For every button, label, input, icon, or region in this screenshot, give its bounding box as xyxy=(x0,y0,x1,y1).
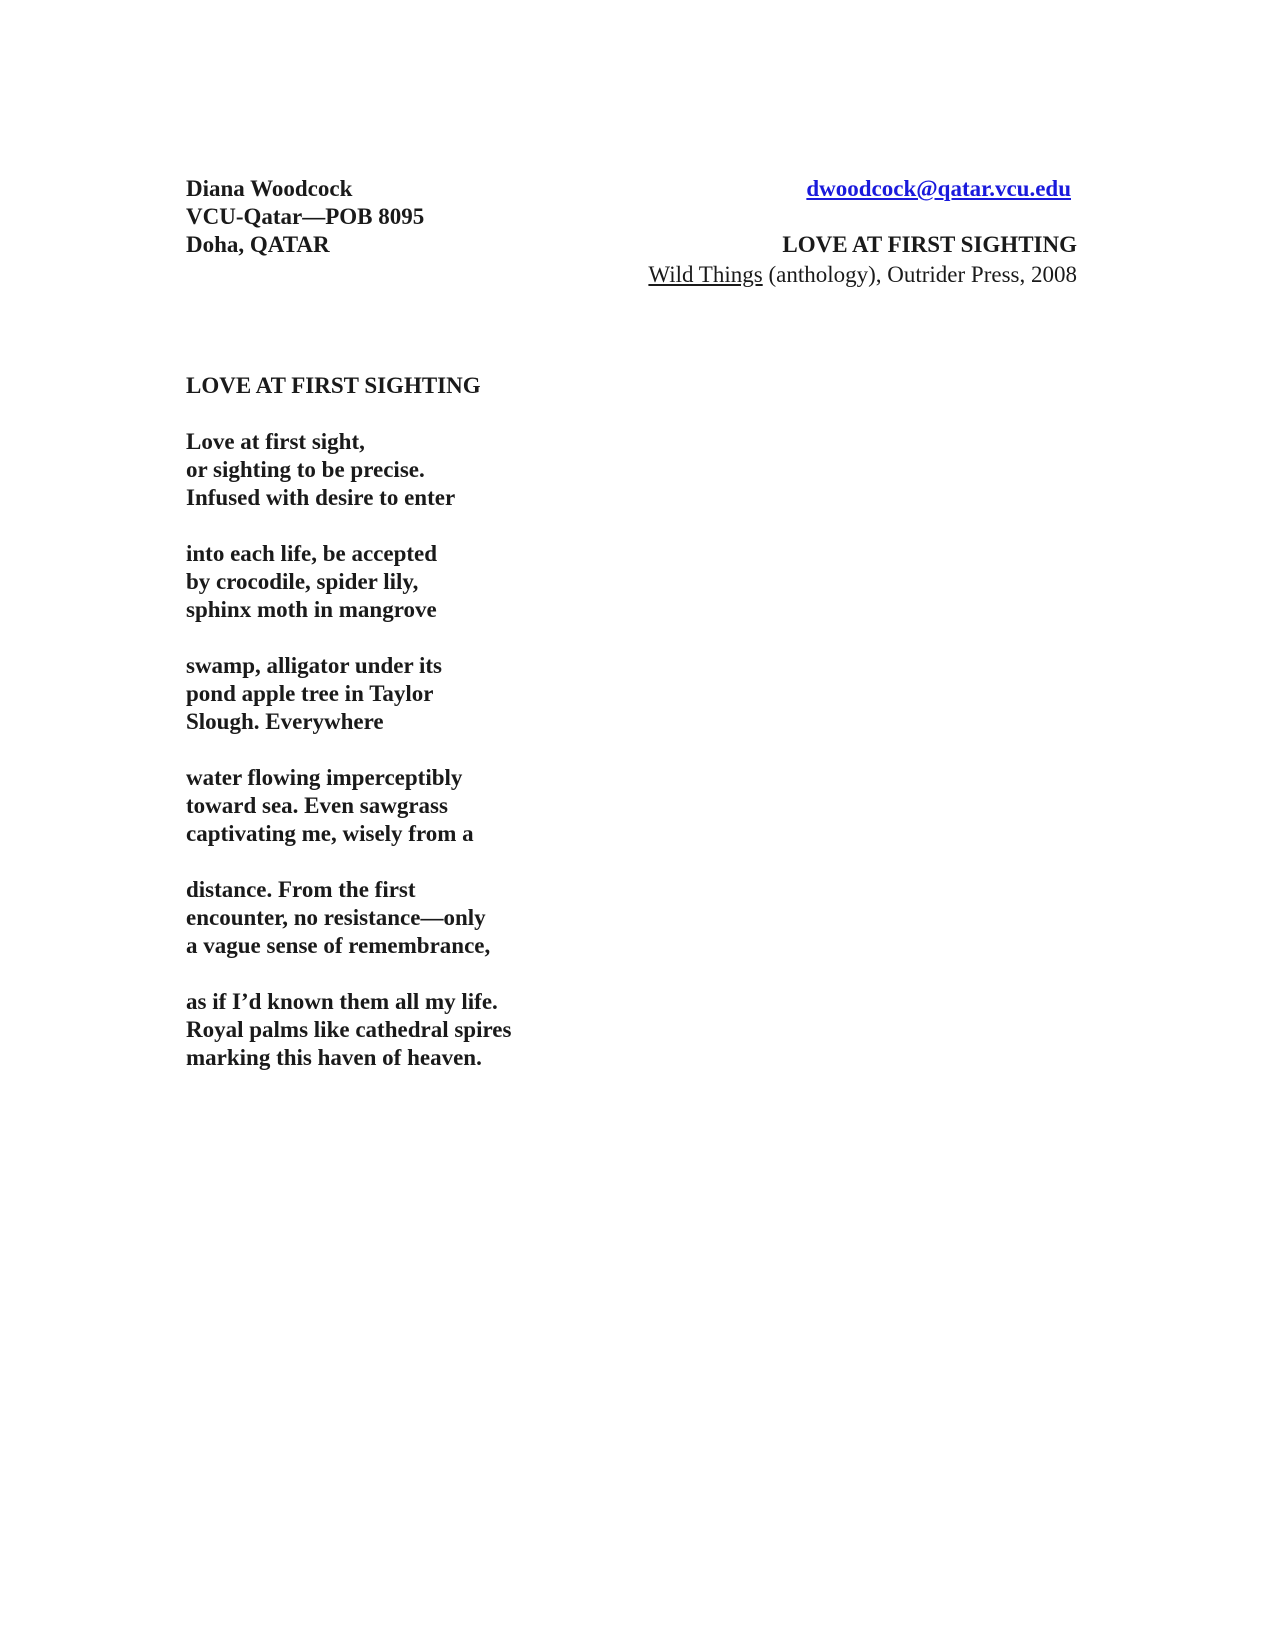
poem-body xyxy=(186,428,511,1100)
header-poem-title: LOVE AT FIRST SIGHTING xyxy=(782,232,1077,257)
poem-line: water flowing imperceptibly xyxy=(186,765,463,790)
poem-line: or sighting to be precise. xyxy=(186,457,425,482)
poem-line: into each life, be accepted xyxy=(186,541,438,566)
publication-details: (anthology), Outrider Press, 2008 xyxy=(762,262,1077,287)
publication-info xyxy=(648,261,1077,289)
author-address-line1: VCU-Qatar—POB 8095 xyxy=(186,204,425,229)
poem-line: swamp, alligator under its xyxy=(186,653,443,678)
poem-line: pond apple tree in Taylor xyxy=(186,681,434,706)
poem-line: Royal palms like cathedral spires xyxy=(186,1017,512,1042)
stanza xyxy=(186,876,511,960)
publication-book-title: Wild Things xyxy=(648,262,763,287)
poem-line: a vague sense of remembrance, xyxy=(186,933,491,958)
author-address-line2: Doha, QATAR xyxy=(186,232,330,257)
poem-line: Infused with desire to enter xyxy=(186,485,456,510)
stanza xyxy=(186,540,511,624)
author-name: Diana Woodcock xyxy=(186,176,353,201)
poem-line: distance. From the first xyxy=(186,877,416,902)
stanza xyxy=(186,764,511,848)
poem-line: marking this haven of heaven. xyxy=(186,1045,482,1070)
poem-line: Slough. Everywhere xyxy=(186,709,384,734)
stanza xyxy=(186,428,511,512)
stanza xyxy=(186,652,511,736)
email-link[interactable]: dwoodcock@qatar.vcu.edu xyxy=(806,176,1071,201)
poem-line: Love at first sight, xyxy=(186,429,365,454)
author-block xyxy=(186,175,424,259)
poem-line: captivating me, wisely from a xyxy=(186,821,474,846)
poem-line: sphinx moth in mangrove xyxy=(186,597,437,622)
poem-title: LOVE AT FIRST SIGHTING xyxy=(186,373,481,398)
poem-line: encounter, no resistance—only xyxy=(186,905,486,930)
poem-line: by crocodile, spider lily, xyxy=(186,569,419,594)
stanza xyxy=(186,988,511,1072)
poem-line: as if I’d known them all my life. xyxy=(186,989,498,1014)
poem-line: toward sea. Even sawgrass xyxy=(186,793,448,818)
